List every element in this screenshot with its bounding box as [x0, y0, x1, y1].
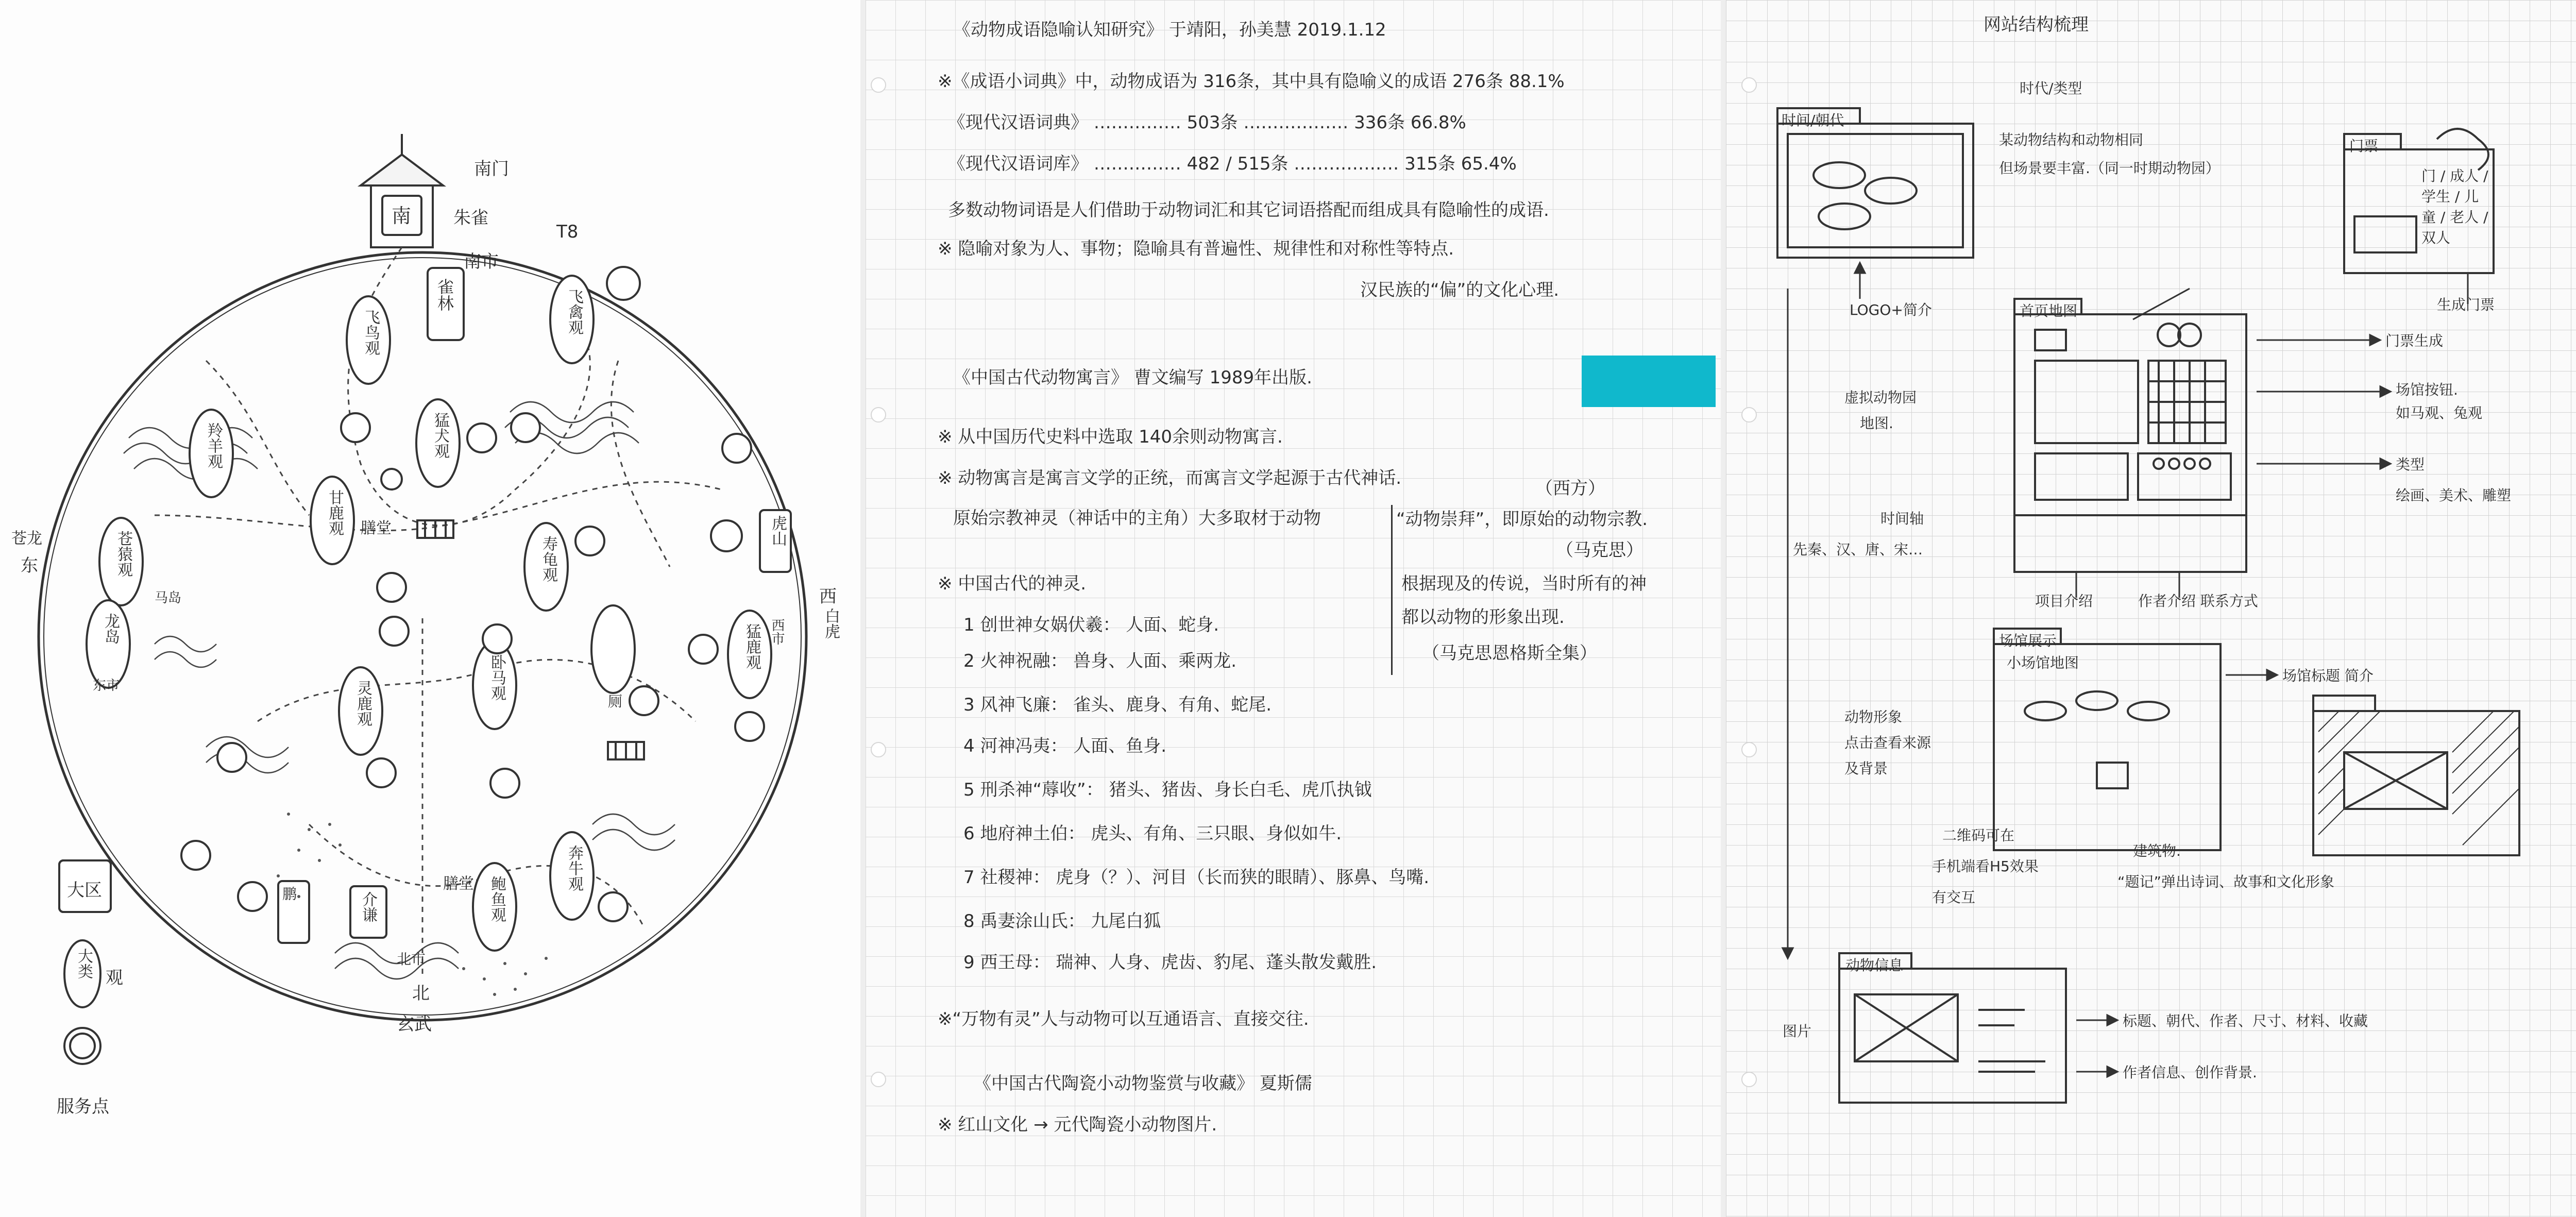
- area-label: 北市: [397, 951, 426, 968]
- notes-page: [866, 0, 1721, 1217]
- time-axis-detail: 先秦、汉、唐、宋…: [1793, 541, 1923, 558]
- side-note: “动物崇拜”，即原始的动物宗教.: [1396, 509, 1648, 530]
- gate-east-name: 苍龙: [11, 530, 42, 548]
- area-label: 马岛: [155, 590, 182, 606]
- god-item: 8 禹妻涂山氏： 九尾白狐: [963, 911, 1161, 932]
- note-line: ※《成语小词典》中，动物成语为 316条，其中具有隐喻义的成语 276条 88.1%: [938, 71, 1565, 92]
- ticket-action: 生成门票: [2437, 296, 2495, 313]
- building-label: 建筑物.: [2133, 842, 2181, 859]
- ticket-gen-label: 门票生成: [2385, 332, 2444, 349]
- god-item: 2 火神祝融： 兽身、人面、乘两龙.: [963, 651, 1237, 671]
- sketch-title: 网站结构梳理: [1984, 14, 2089, 35]
- area-label: 膳堂: [361, 519, 392, 537]
- info-author: 作者信息、创作背景.: [2123, 1064, 2257, 1081]
- area-label: 西市: [769, 618, 785, 645]
- side-note: （马克思恩格斯全集）: [1422, 643, 1597, 664]
- intro-label: 项目介绍: [2035, 593, 2093, 610]
- timeline-label: 时间/朝代: [1782, 112, 1844, 129]
- area-label: 猛鹿观: [743, 623, 761, 670]
- info-image-label: 图片: [1783, 1023, 1812, 1040]
- legend-service-label: 服务点: [57, 1096, 109, 1117]
- area-label: 灵鹿观: [354, 680, 372, 726]
- gate-south-name: 朱雀: [453, 208, 488, 228]
- building-detail: “题记”弹出诗词、故事和文化形象: [2117, 873, 2335, 890]
- binder-hole: [871, 407, 886, 422]
- binder-hole: [871, 742, 886, 757]
- building-note: 有交互: [1932, 889, 1976, 906]
- area-label: 鲍鱼观: [488, 876, 506, 922]
- zoo-label: 虚拟动物园: [1844, 389, 1917, 406]
- note-line: ※ 隐喻对象为人、事物；隐喻具有普遍性、规律性和对称性等特点.: [938, 239, 1454, 259]
- god-item: 4 河神冯夷： 人面、鱼身.: [963, 736, 1167, 756]
- note-line: ※ 红山文化 → 元代陶瓷小动物图片.: [938, 1114, 1217, 1135]
- gate-north-label: 北: [412, 983, 430, 1004]
- side-note: （马克思）: [1556, 540, 1643, 561]
- area-label: 膳堂: [443, 875, 474, 893]
- column-divider: [1391, 505, 1393, 675]
- area-label: 龙岛: [101, 613, 120, 644]
- area-label: 鹏: [280, 886, 297, 901]
- detail-label: 场馆展示: [1999, 632, 2057, 649]
- timeline-sub: 时代/类型: [2020, 80, 2082, 97]
- home-label: 首页地图: [2020, 302, 2078, 319]
- note-title: 《动物成语隐喻认知研究》 于靖阳，孙美慧 2019.1.12: [953, 20, 1386, 40]
- binder-hole: [871, 1072, 886, 1087]
- note-line: ※“万物有灵”人与动物可以互通语言、直接交往.: [938, 1009, 1309, 1029]
- gate-west-label: 西: [819, 586, 837, 607]
- animal-label: 点击查看来源: [1844, 734, 1931, 751]
- page-gap: [1721, 0, 1726, 1217]
- god-item: 3 风神飞廉： 雀头、鹿身、有角、蛇尾.: [963, 695, 1272, 715]
- note-line: ※ 从中国历代史料中选取 140余则动物寓言.: [938, 427, 1283, 447]
- info-label: 动物信息: [1845, 957, 1904, 974]
- animal-label: 及背景: [1844, 760, 1888, 777]
- area-label: 寿龟观: [539, 536, 557, 582]
- page-gap: [860, 0, 866, 1217]
- area-label: 飞鸟观: [362, 309, 380, 356]
- timeline-note: 某动物结构和动物相同: [1999, 131, 2144, 148]
- type-label: 类型: [2396, 456, 2425, 473]
- area-label: 虎山: [769, 515, 787, 546]
- gate-south-glyph: 南: [392, 205, 412, 227]
- legend-kind-suffix: 观: [106, 968, 123, 988]
- ticket-items: 门 / 成人 / 学生 / 儿童 / 老人 / 双人: [2421, 167, 2488, 246]
- area-label: 介谦: [359, 891, 377, 922]
- god-item: 7 社稷神： 虎身（？）、河目（长而狭的眼睛）、豚鼻、鸟嘴.: [963, 867, 1430, 888]
- area-label: 雀林: [435, 278, 454, 311]
- marker-label: T8: [556, 222, 579, 242]
- gate-south-label: 南门: [474, 159, 509, 179]
- side-note: （西方）: [1535, 478, 1605, 499]
- god-item: 9 西王母： 瑞神、人身、虎齿、豹尾、蓬头散发戴胜.: [963, 952, 1377, 973]
- highlight-sticker: [1582, 356, 1716, 407]
- logo-label: LOGO+简介: [1850, 301, 1932, 318]
- area-label: 奔牛观: [565, 845, 583, 891]
- god-item: 1 创世神女娲伏羲： 人面、蛇身.: [963, 615, 1219, 635]
- gate-east-label: 东: [21, 555, 38, 576]
- note-line: 《现代汉语词库》 …………… 482 / 515条 ……………… 315条 65.4%: [948, 154, 1517, 174]
- binder-hole: [871, 77, 886, 93]
- zoo-detail: 场馆按钮.: [2396, 381, 2458, 398]
- note-line: 原始宗教神灵（神话中的主角）大多取材于动物: [953, 508, 1321, 529]
- side-note: 根据现及的传说，当时所有的神: [1401, 573, 1647, 594]
- note-line: 多数动物词语是人们借助于动物词汇和其它词语搭配而组成具有隐喻性的成语.: [948, 200, 1549, 221]
- sketch-page: [1726, 0, 2576, 1217]
- side-note: 都以动物的形象出现.: [1401, 607, 1565, 628]
- map-page: [0, 0, 860, 1217]
- area-label: 羚羊观: [205, 422, 223, 469]
- legend-area-label: 大区: [67, 880, 102, 901]
- area-label: 苍猿观: [114, 531, 132, 577]
- note-line: 《现代汉语词典》 …………… 503条 ……………… 336条 66.8%: [948, 112, 1466, 133]
- area-label: 东市: [93, 678, 120, 694]
- info-fields: 标题、朝代、作者、尺寸、材料、收藏: [2123, 1012, 2368, 1029]
- time-axis-label: 时间轴: [1880, 510, 1924, 527]
- god-item: 6 地府神土伯： 虎头、有角、三只眼、身似如牛.: [963, 823, 1342, 844]
- legend-kind-label: 大类: [75, 948, 93, 979]
- zoo-label: 地图.: [1860, 415, 1893, 432]
- detail-map-label: 小场馆地图: [2007, 654, 2079, 671]
- area-label: 甘鹿观: [326, 489, 344, 536]
- note-line: ※ 动物寓言是寓言文学的正统，而寓言文学起源于古代神话.: [938, 468, 1402, 488]
- note-line: 《中国古代陶瓷小动物鉴赏与收藏》 夏斯儒: [974, 1073, 1312, 1094]
- area-label: 猛犬观: [431, 412, 449, 459]
- gate-west-name: 白虎: [822, 608, 840, 639]
- zoo-detail: 如马观、兔观: [2396, 404, 2483, 421]
- section-title: 《中国古代动物寓言》 曹文编写 1989年出版.: [953, 367, 1312, 388]
- gate-north-name: 玄武: [397, 1014, 432, 1035]
- area-label: 卧马观: [488, 654, 506, 701]
- note-line: 汉民族的“偏”的文化心理.: [1360, 280, 1560, 300]
- timeline-note: 但场景要丰富.（同一时期动物园）: [1999, 160, 2220, 177]
- author-label: 作者介绍 联系方式: [2138, 593, 2258, 610]
- detail-name-label: 场馆标题 简介: [2282, 667, 2374, 684]
- animal-label: 动物形象: [1844, 708, 1903, 725]
- area-label: 飞禽观: [565, 289, 583, 335]
- gods-title: ※ 中国古代的神灵.: [938, 573, 1087, 594]
- god-item: 5 刑杀神“蓐收”： 猪头、猪齿、身长白毛、虎爪执钺: [963, 780, 1372, 800]
- ticket-label: 门票: [2349, 138, 2379, 155]
- building-note: 手机端看H5效果: [1932, 858, 2039, 875]
- building-note: 二维码可在: [1942, 827, 2015, 844]
- type-detail: 绘画、美术、雕塑: [2396, 487, 2512, 504]
- marker-label: 南市: [464, 251, 499, 272]
- area-label: 厕: [608, 693, 623, 710]
